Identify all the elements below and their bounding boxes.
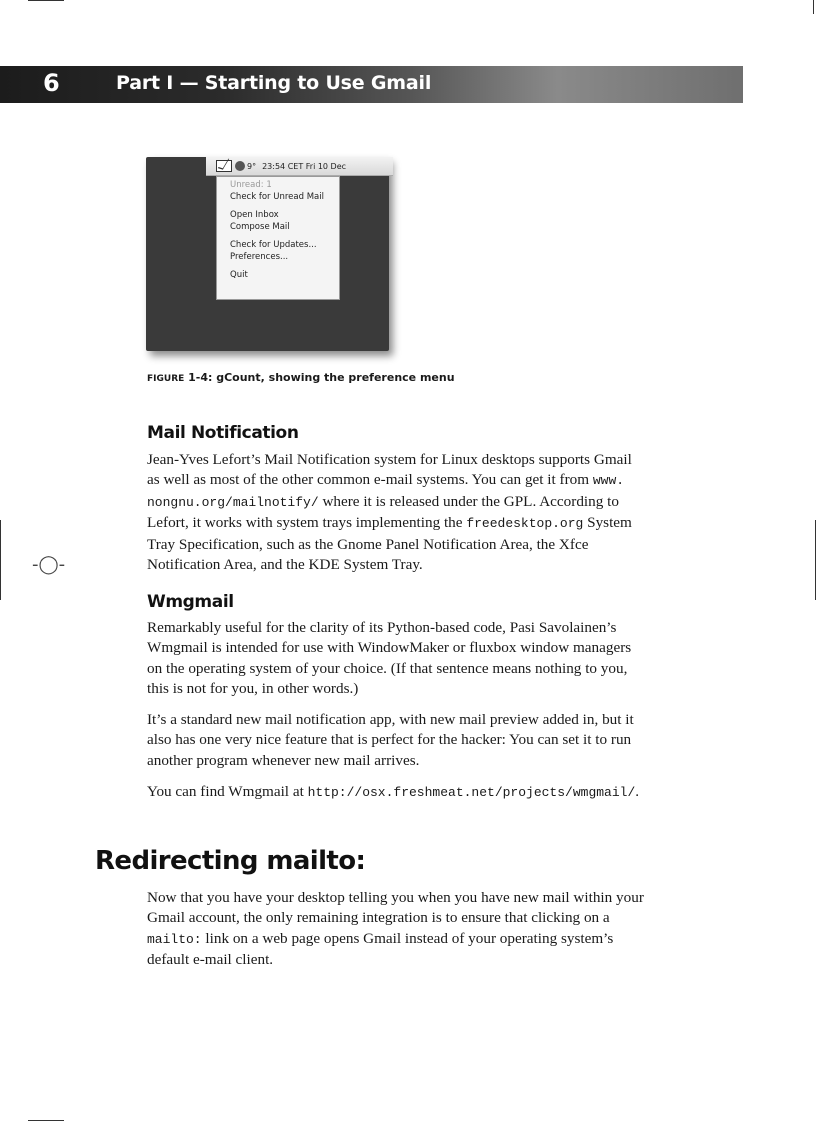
running-header: [0, 66, 743, 103]
caption-label: FIGURE: [147, 374, 185, 384]
crop-mark-left: [0, 520, 1, 600]
registration-mark-icon: -◯-: [32, 554, 66, 575]
text-line: nongnu.org/mailnotify/ where it is released under the GPL. According to: [147, 492, 619, 510]
text-line: on the operating system of your choice. (If that sentence means nothing to you,: [147, 659, 628, 677]
url-text: nongnu.org/mailnotify/: [147, 494, 319, 510]
redirecting-paragraph: [147, 888, 717, 971]
text-line: Notification Area, and the KDE System Tray.: [147, 556, 423, 574]
wmgmail-paragraph-3: [147, 782, 717, 803]
page-number: 6: [43, 69, 60, 97]
text-line: another program whenever new mail arrives.: [147, 751, 420, 769]
text-line: mailto: link on a web page opens Gmail instead of your operating system’s: [147, 929, 614, 947]
menu-item-check-updates[interactable]: Check for Updates...: [230, 240, 317, 250]
figure-screenshot: [146, 157, 389, 351]
text-line: also has one very nice feature that is perfect for the hacker: You can set it to run: [147, 731, 632, 749]
text-line: It’s a standard new mail notification app, with new mail preview added in, but it: [147, 711, 634, 728]
section-heading-mail-notification: Mail Notification: [147, 423, 299, 443]
code-text: freedesktop.org: [466, 516, 584, 532]
dropdown-menu: [216, 176, 340, 300]
menu-item-preferences[interactable]: Preferences...: [230, 252, 289, 262]
crop-mark-top-left: [28, 0, 64, 1]
temperature: 9°: [247, 161, 257, 171]
url-text: http://osx.freshmeat.net/projects/wmgmail/: [307, 785, 636, 800]
mail-icon[interactable]: [216, 160, 232, 172]
menu-item-check-unread[interactable]: Check for Unread Mail: [230, 192, 324, 202]
mail-notification-paragraph: [147, 450, 717, 575]
weather-icon: [235, 161, 245, 171]
menu-item-compose[interactable]: Compose Mail: [230, 222, 290, 232]
text-line: Now that you have your desktop telling you when you have new mail within your: [147, 889, 644, 906]
wmgmail-paragraph-2: [147, 710, 717, 771]
figure-caption: [147, 371, 455, 384]
part-title: Part I — Starting to Use Gmail: [116, 72, 432, 94]
text-line: Tray Specification, such as the Gnome Panel Notification Area, the Xfce: [147, 535, 589, 553]
text-line: Jean-Yves Lefort’s Mail Notification system for Linux desktops supports Gmail: [147, 451, 632, 468]
section-heading-wmgmail: Wmgmail: [147, 592, 234, 612]
text-line: this is not for you, in other words.): [147, 680, 359, 698]
text-line: You can find Wmgmail at http://osx.freshmeat.net/projects/wmgmail/.: [147, 783, 640, 800]
text-line: Lefort, it works with system trays implementing the freedesktop.org System: [147, 514, 632, 532]
menu-item-quit[interactable]: Quit: [230, 270, 248, 280]
text-line: Wmgmail is intended for use with WindowMaker or fluxbox window managers: [147, 639, 632, 657]
text-line: Remarkably useful for the clarity of its Python-based code, Pasi Savolainen’s: [147, 619, 617, 636]
crop-mark-top-right: [813, 0, 814, 14]
menu-item-open-inbox[interactable]: Open Inbox: [230, 210, 279, 220]
clock: 23:54 CET Fri 10 Dec: [262, 161, 347, 171]
caption-text: 1-4: gCount, showing the preference menu: [184, 371, 455, 384]
text-line: default e-mail client.: [147, 951, 274, 969]
wmgmail-paragraph-1: [147, 618, 717, 700]
text-line: Gmail account, the only remaining integration is to ensure that clicking on a: [147, 909, 610, 927]
url-text: www.: [592, 473, 625, 489]
crop-mark-bottom-left: [28, 1120, 64, 1121]
menu-item-unread: Unread: 1: [230, 180, 272, 190]
section-heading-redirecting-mailto: Redirecting mailto:: [95, 846, 366, 876]
text-line: as well as most of the other common e-mail systems. You can get it from www.: [147, 471, 625, 489]
menubar: [206, 157, 393, 176]
code-text: mailto:: [147, 931, 202, 947]
